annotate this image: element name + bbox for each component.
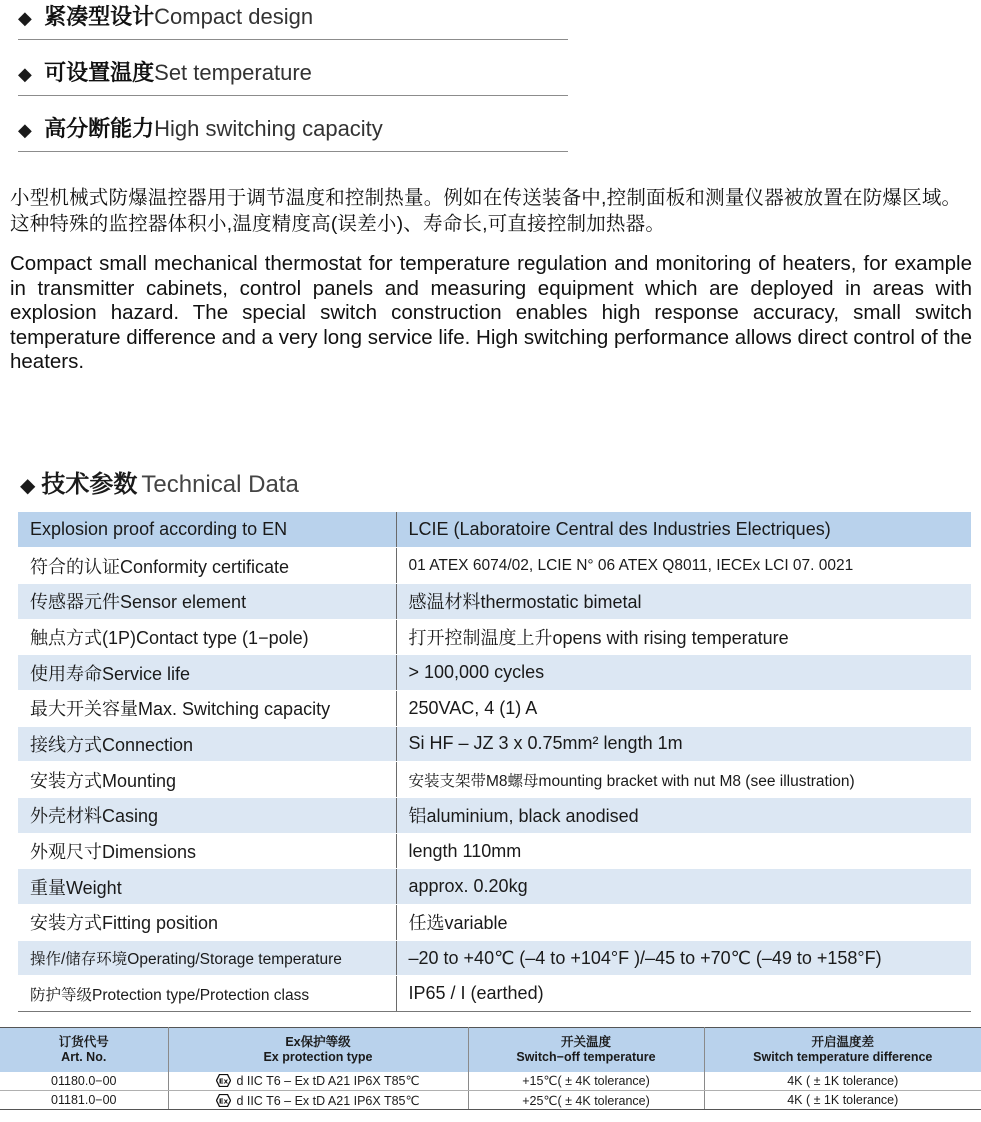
switch-diff-cell: 4K ( ± 1K tolerance) xyxy=(704,1091,981,1110)
table-row xyxy=(18,512,971,548)
ex-hexagon-icon xyxy=(216,1094,231,1107)
feature-title-en: Compact design xyxy=(154,4,314,29)
spec-label: 外观尺寸Dimensions xyxy=(18,833,396,869)
spec-label: 符合的认证Conformity certificate xyxy=(18,548,396,584)
header-en: Switch temperature difference xyxy=(753,1049,933,1064)
art-no-cell: 01181.0−00 xyxy=(0,1091,168,1110)
spec-label: 重量Weight xyxy=(18,869,396,905)
table-row xyxy=(18,869,971,905)
diamond-bullet-icon: ◆ xyxy=(20,475,36,497)
table-row xyxy=(18,583,971,619)
spec-value: 铝aluminium, black anodised xyxy=(396,798,971,834)
spec-label: Explosion proof according to EN xyxy=(18,512,396,548)
table-row xyxy=(18,798,971,834)
header-switch-temp-diff xyxy=(704,1028,981,1072)
ex-protection-cell xyxy=(168,1072,468,1091)
spec-label: 接线方式Connection xyxy=(18,726,396,762)
switch-diff-cell: 4K ( ± 1K tolerance) xyxy=(704,1072,981,1091)
spec-label: 安装方式Mounting xyxy=(18,762,396,798)
spec-value: –20 to +40℃ (–4 to +104°F )/–45 to +70℃ (–49 to +158°F) xyxy=(396,940,971,976)
description-en: Compact small mechanical thermostat for temperature regulation and monitoring of heaters, for example in transmitter cabinets, control panels and measuring equipment which are deployed in areas with explosion hazard. The special switch construction enables high response accuracy, small switch temperature difference and a very long service life. High switching performance allows direct control of the heaters. xyxy=(10,252,972,373)
header-art-no xyxy=(0,1028,168,1072)
spec-value: > 100,000 cycles xyxy=(396,655,971,691)
header-en: Ex protection type xyxy=(263,1049,373,1064)
spec-value: 任选variable xyxy=(396,905,971,941)
ex-protection-text: d IIC T6 – Ex tD A21 IP6X T85℃ xyxy=(236,1093,420,1108)
table-row xyxy=(0,1072,981,1091)
switch-off-cell: +15℃( ± 4K tolerance) xyxy=(468,1072,704,1091)
diamond-bullet-icon: ◆ xyxy=(18,64,32,84)
spec-value: approx. 0.20kg xyxy=(396,869,971,905)
spec-value: 打开控制温度上升opens with rising temperature xyxy=(396,619,971,655)
feature-high-switching-capacity xyxy=(18,114,568,152)
table-row xyxy=(18,762,971,798)
feature-compact-design xyxy=(18,2,568,40)
diamond-bullet-icon: ◆ xyxy=(18,120,32,140)
table-row xyxy=(18,655,971,691)
header-switch-off-temp xyxy=(468,1028,704,1072)
header-zh: 开关温度 xyxy=(560,1034,611,1049)
spec-label: 安装方式Fitting position xyxy=(18,905,396,941)
feature-title-en: High switching capacity xyxy=(154,116,383,141)
table-row xyxy=(18,940,971,976)
spec-label: 外壳材料Casing xyxy=(18,798,396,834)
table-row xyxy=(18,905,971,941)
table-row xyxy=(18,976,971,1012)
header-ex-protection xyxy=(168,1028,468,1072)
art-no-cell: 01180.0−00 xyxy=(0,1072,168,1091)
spec-label: 使用寿命Service life xyxy=(18,655,396,691)
spec-value: LCIE (Laboratoire Central des Industries Electriques) xyxy=(396,512,971,548)
table-row xyxy=(18,833,971,869)
technical-title-zh: 技术参数 xyxy=(41,471,138,498)
spec-label: 防护等级Protection type/Protection class xyxy=(18,976,396,1012)
feature-title-zh: 高分断能力 xyxy=(44,116,155,141)
technical-title-en: Technical Data xyxy=(141,471,299,498)
spec-value: IP65 / I (earthed) xyxy=(396,976,971,1012)
technical-data-table xyxy=(18,512,971,1012)
svg-text:Ex: Ex xyxy=(219,1097,229,1105)
spec-value: 安装支架带M8螺母mounting bracket with nut M8 (see illustration) xyxy=(396,762,971,798)
ex-protection-text: d IIC T6 – Ex tD A21 IP6X T85℃ xyxy=(236,1074,420,1089)
spec-label: 触点方式(1P)Contact type (1−pole) xyxy=(18,619,396,655)
ex-hexagon-icon xyxy=(216,1074,231,1087)
diamond-bullet-icon: ◆ xyxy=(18,8,32,28)
header-en: Switch−off temperature xyxy=(516,1049,656,1064)
feature-title-zh: 紧凑型设计 xyxy=(44,4,155,29)
table-row xyxy=(18,619,971,655)
svg-text:Ex: Ex xyxy=(219,1077,229,1086)
table-row xyxy=(18,548,971,584)
spec-value: 感温材料thermostatic bimetal xyxy=(396,583,971,619)
spec-label: 传感器元件Sensor element xyxy=(18,583,396,619)
spec-value: length 110mm xyxy=(396,833,971,869)
order-table xyxy=(0,1027,981,1110)
ex-protection-cell xyxy=(168,1091,468,1110)
feature-title-zh: 可设置温度 xyxy=(44,60,155,85)
switch-off-cell: +25℃( ± 4K tolerance) xyxy=(468,1091,704,1110)
header-zh: Ex保护等级 xyxy=(285,1034,351,1049)
description-zh: 小型机械式防爆温控器用于调节温度和控制热量。例如在传送装备中,控制面板和测量仪器被放置在防爆区域。这种特殊的监控器体积小,温度精度高(误差小)、寿命长,可直接控制加热器。 xyxy=(10,187,962,235)
feature-set-temperature xyxy=(18,58,568,96)
spec-label: 操作/储存环境Operating/Storage temperature xyxy=(18,940,396,976)
header-zh: 开启温度差 xyxy=(811,1034,874,1049)
spec-value: 250VAC, 4 (1) A xyxy=(396,690,971,726)
header-zh: 订货代号 xyxy=(58,1034,109,1049)
table-row xyxy=(18,726,971,762)
spec-value: 01 ATEX 6074/02, LCIE N° 06 ATEX Q8011, IECEx LCI 07. 0021 xyxy=(396,548,971,584)
table-row xyxy=(18,690,971,726)
header-en: Art. No. xyxy=(61,1049,107,1064)
spec-label: 最大开关容量Max. Switching capacity xyxy=(18,690,396,726)
technical-data-title xyxy=(20,470,299,501)
spec-value: Si HF – JZ 3 x 0.75mm² length 1m xyxy=(396,726,971,762)
feature-title-en: Set temperature xyxy=(154,60,312,85)
order-header-row xyxy=(0,1028,981,1072)
table-row xyxy=(0,1091,981,1110)
